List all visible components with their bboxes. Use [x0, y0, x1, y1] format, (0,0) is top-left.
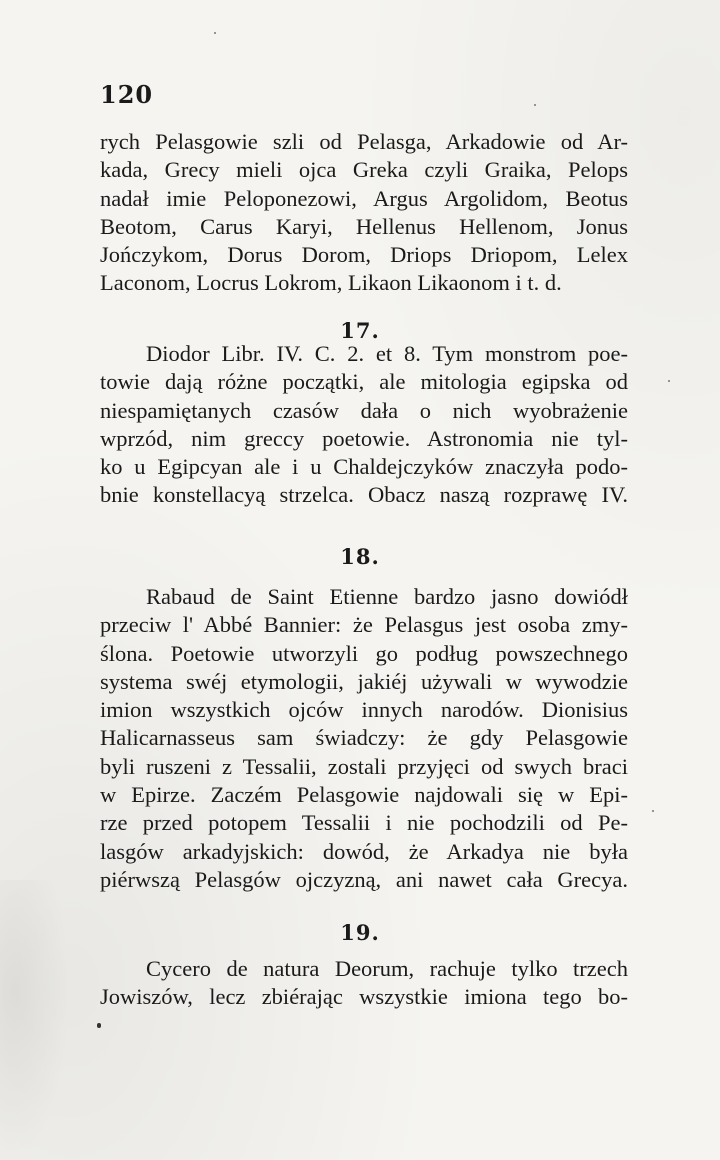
- paragraph-continuation: [100, 128, 628, 298]
- ink-dot: [97, 1023, 101, 1028]
- text-line: Cycero de natura Deorum, rachuje tylko trzech: [146, 956, 628, 981]
- paragraph-18: [100, 583, 628, 894]
- ink-speck: [214, 32, 216, 34]
- text-line: Jowiszów, lecz zbiérając wszystkie imiona tego bo-: [100, 984, 628, 1010]
- ink-speck: [534, 104, 536, 106]
- text-line: imion wszystkich ojców innych narodów. Dionisius: [100, 697, 628, 723]
- section-heading-18: 18.: [340, 544, 380, 569]
- text-line: wprzód, nim greccy poetowie. Astronomia nie tyl-: [100, 425, 628, 451]
- text-line: rze przed potopem Tessalii i nie pochodzili od Pe-: [100, 810, 628, 836]
- text-line: towie dają różne początki, ale mitologia egipska od: [100, 369, 628, 395]
- text-line: Diodor Libr. IV. C. 2. et 8. Tym monstrom poe-: [146, 341, 628, 366]
- section-heading-17: 17.: [340, 318, 380, 343]
- text-line: przeciw l' Abbé Bannier: że Pelasgus jest osoba zmy-: [100, 612, 628, 638]
- text-line: Beotom, Carus Karyi, Hellenus Hellenom, Jonus: [100, 213, 628, 239]
- text-line: byli ruszeni z Tessalii, zostali przyjęci od swych braci: [100, 753, 628, 779]
- page-number: 120: [100, 80, 154, 109]
- text-line: ko u Egipcyan ale i u Chaldejczyków znaczyła podo-: [100, 454, 628, 480]
- text-line: ślona. Poetowie utworzyli go podług powszechnego: [100, 640, 628, 666]
- text-line: niespamiętanych czasów dała o nich wyobrażenie: [100, 397, 628, 423]
- text-line: Jończykom, Dorus Dorom, Driops Driopom, Lelex: [100, 242, 628, 268]
- ink-speck: [668, 380, 670, 382]
- text-line: w Epirze. Zaczém Pelasgowie najdowali się w Epi-: [100, 782, 628, 808]
- text-line: piérwszą Pelasgów ojczyzną, ani nawet cała Grecya.: [100, 866, 628, 892]
- paragraph-19: [100, 955, 628, 1012]
- text-line: Halicarnasseus sam świadczy: że gdy Pelasgowie: [100, 725, 628, 751]
- text-line: bnie konstellacyą strzelca. Obacz naszą rozprawę IV.: [100, 482, 628, 508]
- text-line: Rabaud de Saint Etienne bardzo jasno dowiódł: [146, 584, 628, 609]
- text-line: rych Pelasgowie szli od Pelasga, Arkadowie od Ar-: [100, 129, 628, 154]
- text-line: nadał imie Peloponezowi, Argus Argolidom, Beotus: [100, 185, 628, 211]
- paragraph-17: [100, 340, 628, 510]
- text-line: lasgów arkadyjskich: dowód, że Arkadya nie była: [100, 838, 628, 864]
- text-line: systema swéj etymologii, jakiéj używali w wywodzie: [100, 668, 628, 694]
- text-line: Laconom, Locrus Lokrom, Likaon Likaonom i t. d.: [100, 270, 562, 296]
- ink-speck: [652, 810, 654, 812]
- text-line: kada, Grecy mieli ojca Greka czyli Graika, Pelops: [100, 157, 628, 183]
- section-heading-19: 19.: [340, 920, 380, 945]
